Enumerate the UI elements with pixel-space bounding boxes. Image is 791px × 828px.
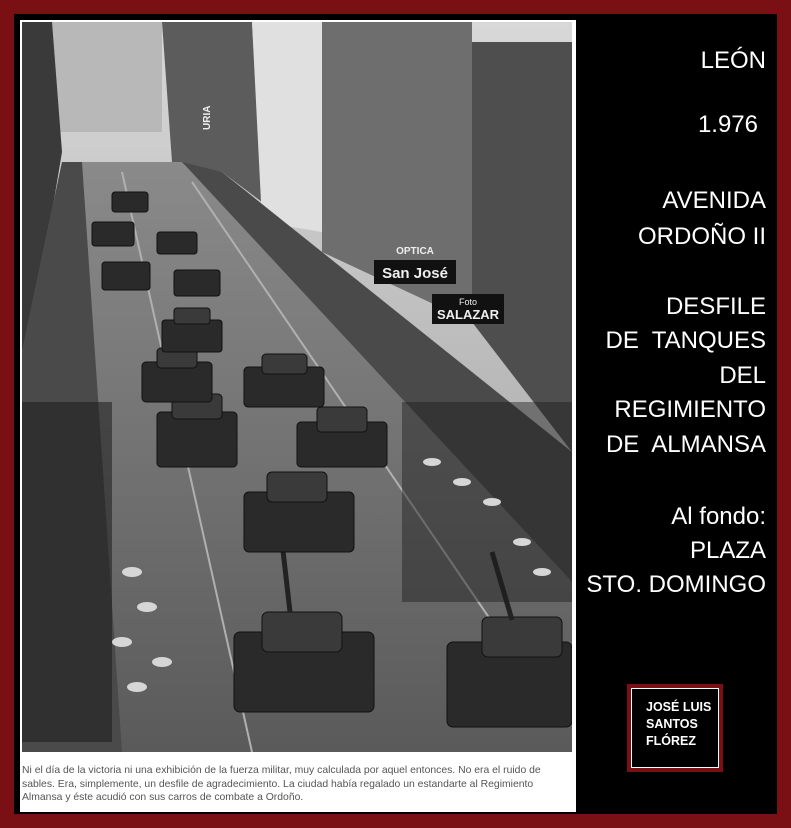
title-event-5: DE ALMANSA xyxy=(605,431,766,458)
sign-san-jose: San José xyxy=(382,265,448,282)
title-street-1: AVENIDA xyxy=(662,187,766,214)
photo-caption: Ni el día de la victoria ni una exhibición de la fuerza militar, muy calculada por aquel entonces. No era el ruido de sables. Era, simplemente, un desfile de agradecimiento. La ciudad había regalado un estandarte al Regimiento Almansa y éste acudió con sus carros de combate a Ordoño. xyxy=(22,765,541,803)
author-credit-box xyxy=(631,688,719,768)
photo-illustration xyxy=(22,22,572,752)
title-background-1: PLAZA xyxy=(689,537,766,564)
author-line-2: SANTOS xyxy=(646,717,698,731)
author-line-1: JOSÉ LUIS xyxy=(646,700,712,714)
title-event-4: REGIMIENTO xyxy=(614,396,766,423)
author-credit xyxy=(627,684,723,772)
author-line-3: FLÓREZ xyxy=(646,734,696,748)
sign-optica: OPTICA xyxy=(396,246,434,257)
sign-salazar: SALAZAR xyxy=(436,307,500,322)
title-event-3: DEL xyxy=(719,362,766,389)
title-year: 1.976 xyxy=(697,111,758,138)
street-parade-photo xyxy=(22,22,572,752)
white-building xyxy=(252,22,322,232)
title-event-2: DE TANQUES xyxy=(605,327,766,354)
title-background-2: STO. DOMINGO xyxy=(586,571,766,598)
title-event-1: DESFILE xyxy=(665,293,766,320)
sign-uria: URIA xyxy=(202,105,213,130)
title-background-label: Al fondo: xyxy=(671,503,766,530)
sign-foto: Foto xyxy=(458,297,478,307)
photo-card xyxy=(20,20,576,812)
title-city: LEÓN xyxy=(700,47,766,74)
title-street-2: ORDOÑO II xyxy=(637,223,766,250)
far-building xyxy=(42,22,162,132)
